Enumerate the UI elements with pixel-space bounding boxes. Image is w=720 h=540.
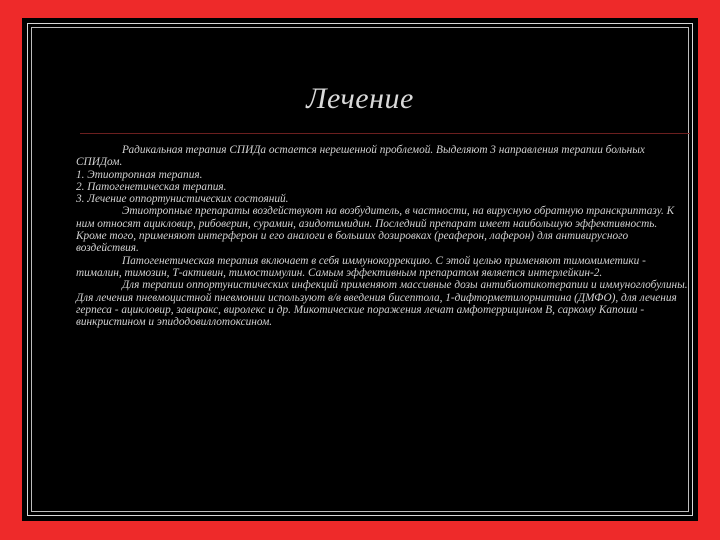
paragraph-intro: Радикальная терапия СПИДа остается нерешенной проблемой. Выделяют 3 направления терапии больных СПИДом. [76,144,645,169]
list-item-opportunistic: 3. Лечение оппортунистических состояний. [76,193,289,206]
slide-title: Лечение [306,82,414,115]
paragraph-etiotropic: Этиотропные препараты воздействуют на возбудитель, в частности, на вирусную обратную транскриптазу. К ним относят ацикловир, рибоверин, сурамин, азидотимидин. Последний препарат имеет наибольшую эффективность. Кроме того, применяют интерферон и его аналоги в больших дозировках (реаферон, лаферон) для антивирусного воздействия. [76,205,675,255]
list-item-pathogenetic: 2. Патогенетическая терапия. [76,180,227,193]
paragraph-opportunistic: Для терапии оппортунистических инфекций применяют массивные дозы антибиотикотерапии и иммуноглобулины. Для лечения пневмоцистной пневмонии используют в/в введения бисептола, 1-дифторметилорнитина (ДМФО), для лечения герпеса - ацикловир, завиракс, виролекс и др. Микотические поражения лечат амфотеррицином В, саркому Капоши - винкристином и эпидодовиллотоксином. [76,279,688,329]
paragraph-pathogenetic: Патогенетическая терапия включает в себя иммунокоррекцию. С этой целью применяют тимомиметики - тималин, тимозин, Т-активин, тимостимулин. Самым эффективным препаратом является интерлейкин-2. [76,254,646,279]
title-divider [80,133,690,134]
slide [22,18,698,521]
list-item-etiotropic: 1. Этиотропная терапия. [76,168,203,181]
slide-body [76,144,688,328]
